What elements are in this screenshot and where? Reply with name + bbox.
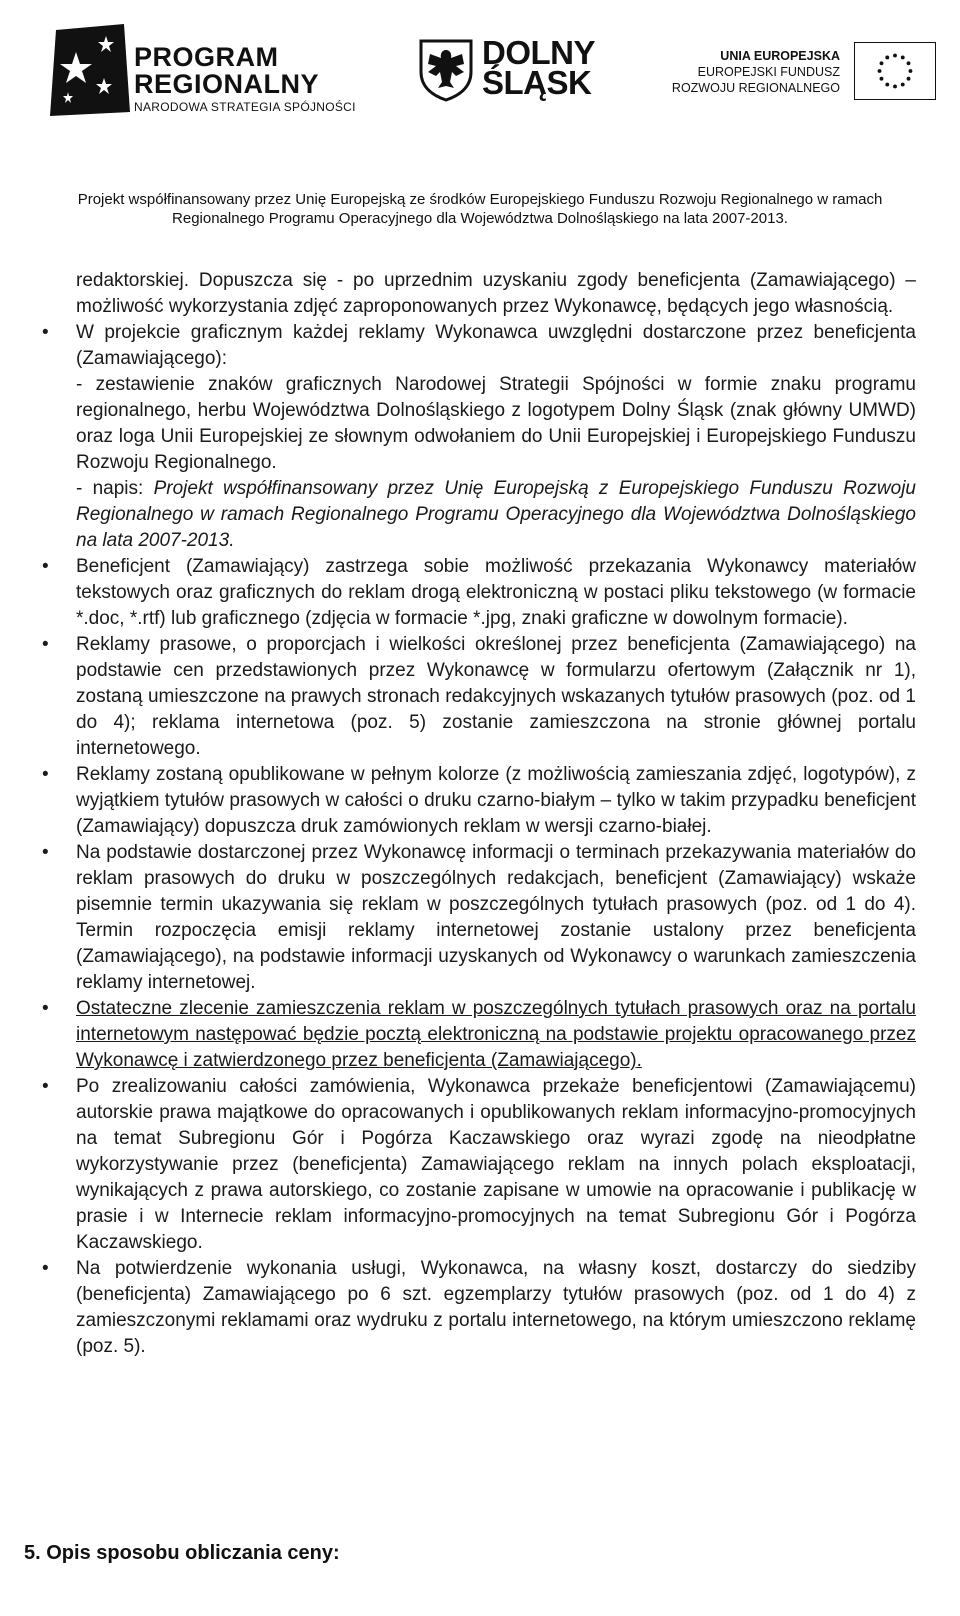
section-heading: 5. Opis sposobu obliczania ceny: bbox=[24, 1542, 340, 1564]
bullet-icon: • bbox=[42, 322, 49, 343]
list-item bbox=[42, 1256, 916, 1360]
eu-logo-text: UNIA EUROPEJSKA EUROPEJSKI FUNDUSZ ROZWOJU REGIONALNEGO bbox=[671, 49, 840, 95]
bullet-icon: • bbox=[42, 634, 49, 655]
eu-logo bbox=[671, 40, 936, 110]
dolny-slask-wordmark: DOLNY ŚLĄSK bbox=[482, 34, 595, 101]
item7-text: Po zrealizowaniu całości zamówienia, Wykonawca przekaże beneficjentowi (Zamawiającemu) autorskie prawa majątkowe do opracowanych i opublikowanych reklam informacyjno-promocyjnych na temat Subregionu Gór i Pogórza Kaczawskiego oraz wyrazi zgodę na nieodpłatne wykorzystywanie przez (beneficjenta) Zamawiającego reklam na innych polach eksploatacji, wynikających z prawa autorskiego, co zostanie zapisane w umowie na opracowanie i publikację w prasie i w Internecie reklam informacyjno-promocyjnych na temat Subregionu Gór i Pogórza Kaczawskiego. bbox=[76, 1076, 916, 1253]
list-item bbox=[42, 632, 916, 762]
item2-text: Beneficjent (Zamawiający) zastrzega sobie możliwość przekazania Wykonawcy materiałów tekstowych oraz graficznych do reklam drogą elektroniczną w postaci pliku tekstowego (w formacie *.doc, *.rtf) lub graficznego (zdjęcia w formacie *.jpg, znaki graficzne w dowolnym formacie). bbox=[76, 556, 916, 629]
item8-text: Na potwierdzenie wykonania usługi, Wykonawca, na własny koszt, dostarczy do siedziby (beneficjenta) Zamawiającego po 6 szt. egzemplarzy tytułów prasowych (poz. od 1 do 4) z zamieszczonymi reklamami oraz wydruku z portalu internetowego, na którym umieszczono reklamę (poz. 5). bbox=[76, 1258, 916, 1357]
bullet-icon: • bbox=[42, 998, 49, 1019]
item1-logos-text: - zestawienie znaków graficznych Narodowej Strategii Spójności w formie znaku programu regionalnego, herbu Województwa Dolnośląskiego z logotypem Dolny Śląsk (znak główny UMWD) oraz loga Unii Europejskiej ze słownym odwołaniem do Unii Europejskiej i Europejskiego Funduszu Rozwoju Regionalnego. bbox=[76, 374, 916, 473]
item4-text: Reklamy zostaną opublikowane w pełnym kolorze (z możliwością zamieszania zdjęć, logotypów), z wyjątkiem tytułów prasowych w całości o druku czarno-białym – tylko w takim przypadku beneficjent (Zamawiający) dopuszcza druk zamówionych reklam w wersji czarno-białej. bbox=[76, 764, 916, 837]
bullet-icon: • bbox=[42, 556, 49, 577]
item1-inscription: - napis: Projekt współfinansowany przez Unię Europejską z Europejskiego Funduszu Rozwoju Regionalnego w ramach Regionalnego Programu Operacyjnego dla Województwa Dolnośląskiego na lata 2007-2013. bbox=[76, 478, 916, 551]
bullet-icon: • bbox=[42, 842, 49, 863]
list-item bbox=[42, 554, 916, 632]
bullet-icon: • bbox=[42, 1258, 49, 1279]
dolny-slask-logo bbox=[418, 34, 618, 108]
program-logo-title: PROGRAM REGIONALNY bbox=[134, 42, 320, 99]
list-item bbox=[42, 1074, 916, 1256]
bullet-icon: • bbox=[42, 1076, 49, 1097]
program-regionalny-logo bbox=[42, 18, 356, 128]
page-header bbox=[0, 0, 960, 227]
eagle-coat-of-arms-icon bbox=[418, 38, 474, 102]
item1-text: W projekcie graficznym każdej reklamy Wykonawca uwzględni dostarczone przez beneficjenta (Zamawiającego): bbox=[76, 322, 916, 369]
item6-text: Ostateczne zlecenie zamieszczenia reklam w poszczególnych tytułach prasowych oraz na portalu internetowym następować będzie pocztą elektroniczną na podstawie projektu opracowanego przez Wykonawcę i zatwierdzonego przez beneficjenta (Zamawiającego). bbox=[76, 998, 916, 1071]
list-item bbox=[42, 320, 916, 554]
eu-flag-icon bbox=[854, 42, 936, 100]
star-emblem-icon bbox=[46, 22, 132, 118]
program-logo-subtitle: NARODOWA STRATEGIA SPÓJNOŚCI bbox=[134, 100, 356, 114]
cofinancing-note: Projekt współfinansowany przez Unię Europejską ze środków Europejskiego Funduszu Rozwoju Regionalnego w ramach Regionalnego Programu Operacyjnego dla Województwa Dolnośląskiego na lata 2007-2013. bbox=[77, 191, 883, 227]
item3-text: Reklamy prasowe, o proporcjach i wielkości określonej przez beneficjenta (Zamawiającego) na podstawie cen przedstawionych przez Wykonawcę w formularzu ofertowym (Załącznik nr 1), zostaną umieszczone na prawych stronach redakcyjnych wskazanych tytułów prasowych (poz. od 1 do 4); reklama internetowa (poz. 5) zostanie zamieszczona na stronie głównej portalu internetowego. bbox=[76, 634, 916, 759]
list-item bbox=[42, 996, 916, 1074]
item5-text: Na podstawie dostarczonej przez Wykonawcę informacji o terminach przekazywania materiałów do reklam prasowych do druku w poszczególnych redakcjach, beneficjent (Zamawiający) wskaże pisemnie termin ukazywania się reklam w poszczególnych tytułach prasowych (poz. od 1 do 4). Termin rozpoczęcia emisji reklamy internetowej zostanie ustalony przez beneficjenta (Zamawiającego), na podstawie informacji uzyskanych od Wykonawcy o warunkach zamieszczenia reklamy internetowej. bbox=[76, 842, 916, 993]
bullet-icon: • bbox=[42, 764, 49, 785]
requirements-list bbox=[42, 320, 916, 1360]
intro-paragraph: redaktorskiej. Dopuszcza się - po uprzednim uzyskaniu zgody beneficjenta (Zamawiającego) – możliwość wykorzystania zdjęć zaproponowanych przez Wykonawcę, będących jego własnością. bbox=[76, 270, 916, 317]
list-item bbox=[42, 762, 916, 840]
document-body bbox=[42, 268, 916, 1360]
list-item bbox=[42, 840, 916, 996]
